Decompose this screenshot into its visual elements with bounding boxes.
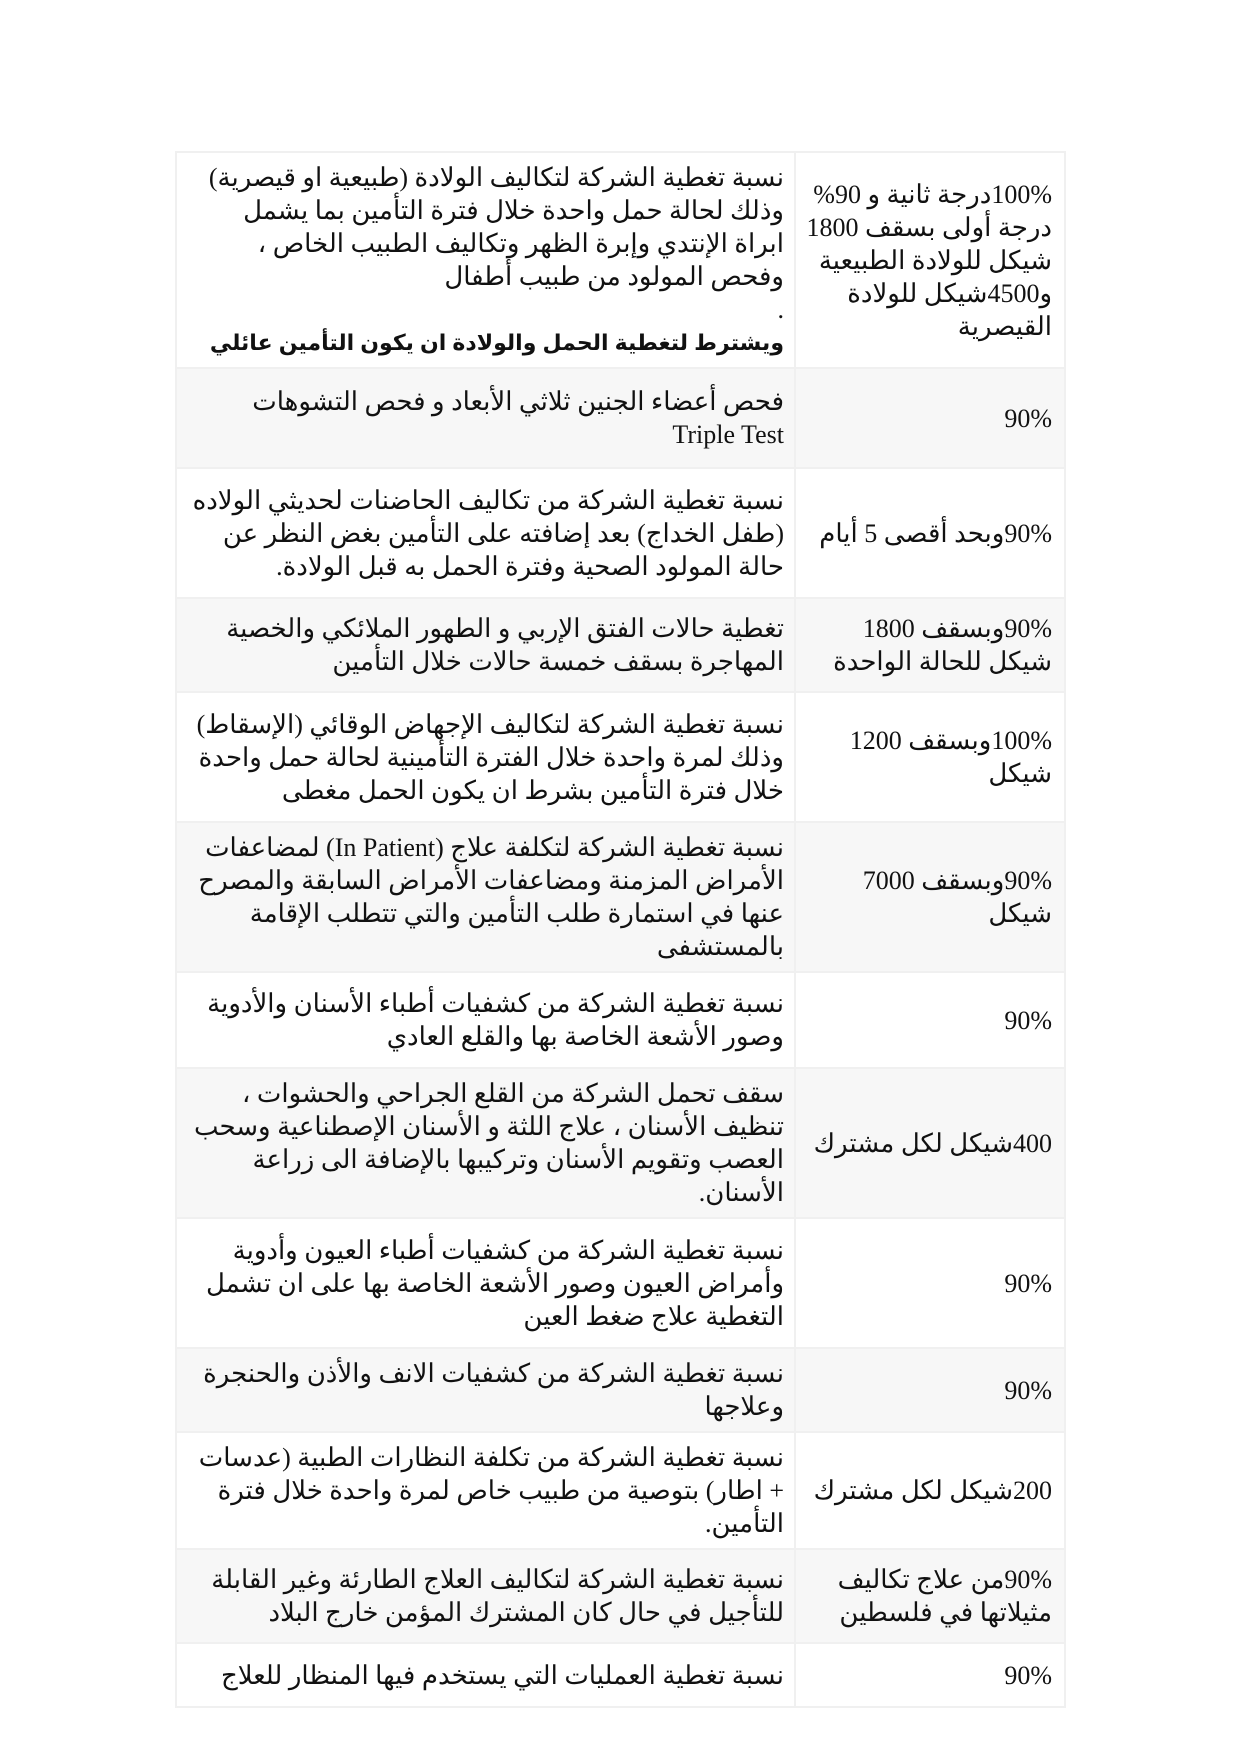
coverage-rate-cell: 90%وبسقف 1800 شيكل للحالة الواحدة [795,598,1065,692]
table-row [176,468,1065,598]
family-insurance-note: ويشترط لتغطية الحمل والولادة ان يكون التأمين عائلي [209,330,784,355]
coverage-description-cell: نسبة تغطية الشركة لتكلفة علاج (In Patient) لمضاعفات الأمراض المزمنة ومضاعفات الأمراض السابقة والمصرح عنها في استمارة طلب التأمين والتي تتطلب الإقامة بالمستشفى [176,822,795,972]
coverage-rate-cell: 90% [795,1218,1065,1348]
coverage-rate-cell: 90% [795,972,1065,1068]
coverage-rate-cell: 200شيكل لكل مشترك [795,1432,1065,1549]
table-row [176,1348,1065,1432]
coverage-description-cell: فحص أعضاء الجنين ثلاثي الأبعاد و فحص التشوهات Triple Test [176,368,795,468]
coverage-rate-cell: 90% [795,368,1065,468]
coverage-description-text: نسبة تغطية الشركة لتكاليف الولادة (طبيعية او قيصرية) وذلك لحالة حمل واحدة خلال فترة التأمين بما يشمل ابراة الإنتدي وإبرة الظهر وتكاليف الطبيب الخاص ، وفحص المولود من طبيب أطفال [208,163,784,291]
coverage-rate-cell: 400شيكل لكل مشترك [795,1068,1065,1218]
coverage-description-cell: تغطية حالات الفتق الإربي و الطهور الملائكي والخصية المهاجرة بسقف خمسة حالات خلال التأمين [176,598,795,692]
coverage-description-cell [176,152,795,368]
coverage-description-cell: نسبة تغطية الشركة من كشفيات الانف والأذن والحنجرة وعلاجها [176,1348,795,1432]
coverage-description-cell: نسبة تغطية العمليات التي يستخدم فيها المنظار للعلاج [176,1643,795,1707]
coverage-description-cell: نسبة تغطية الشركة من تكلفة النظارات الطبية (عدسات + اطار) بتوصية من طبيب خاص لمرة واحدة خلال فترة التأمين. [176,1432,795,1549]
table-row [176,822,1065,972]
coverage-description-cell: نسبة تغطية الشركة من كشفيات أطباء الأسنان والأدوية وصور الأشعة الخاصة بها والقلع العادي [176,972,795,1068]
table-row [176,1218,1065,1348]
table-row [176,1549,1065,1643]
coverage-description-cell: سقف تحمل الشركة من القلع الجراحي والحشوات ، تنظيف الأسنان ، علاج اللثة و الأسنان الإصطناعية وسحب العصب وتقويم الأسنان وتركيبها بالإضافة الى زراعة الأسنان. [176,1068,795,1218]
table-row [176,368,1065,468]
coverage-rate-cell: 100%وبسقف 1200 شيكل [795,692,1065,822]
coverage-description-cell: نسبة تغطية الشركة لتكاليف الإجهاض الوقائي (الإسقاط) وذلك لمرة واحدة خلال الفترة التأمينية لحالة حمل واحدة خلال فترة التأمين بشرط ان يكون الحمل مغطى [176,692,795,822]
table-row [176,598,1065,692]
coverage-description-cell: نسبة تغطية الشركة من كشفيات أطباء العيون وأدوية وأمراض العيون وصور الأشعة الخاصة بها على ان تشمل التغطية علاج ضغط العين [176,1218,795,1348]
coverage-table [175,151,1066,1708]
table-row [176,1068,1065,1218]
coverage-rate-cell: 90%وبسقف 7000 شيكل [795,822,1065,972]
coverage-rate-cell: 90% [795,1643,1065,1707]
table-row [176,1643,1065,1707]
table-row [176,972,1065,1068]
table-row [176,1432,1065,1549]
coverage-rate-cell: 90% [795,1348,1065,1432]
table-row [176,692,1065,822]
trailing-dot: . [777,295,784,324]
coverage-rate-cell: 90%وبحد أقصى 5 أيام [795,468,1065,598]
coverage-rate-cell: 90%من علاج تكاليف مثيلاتها في فلسطين [795,1549,1065,1643]
table-row [176,152,1065,368]
coverage-description-cell: نسبة تغطية الشركة من تكاليف الحاضنات لحديثي الولاده (طفل الخداج) بعد إضافته على التأمين بغض النظر عن حالة المولود الصحية وفترة الحمل به قبل الولادة. [176,468,795,598]
coverage-description-cell: نسبة تغطية الشركة لتكاليف العلاج الطارئة وغير القابلة للتأجيل في حال كان المشترك المؤمن خارج البلاد [176,1549,795,1643]
coverage-rate-cell: 100%درجة ثانية و 90% درجة أولى بسقف 1800 شيكل للولادة الطبيعية و4500شيكل للولادة القيصرية [795,152,1065,368]
